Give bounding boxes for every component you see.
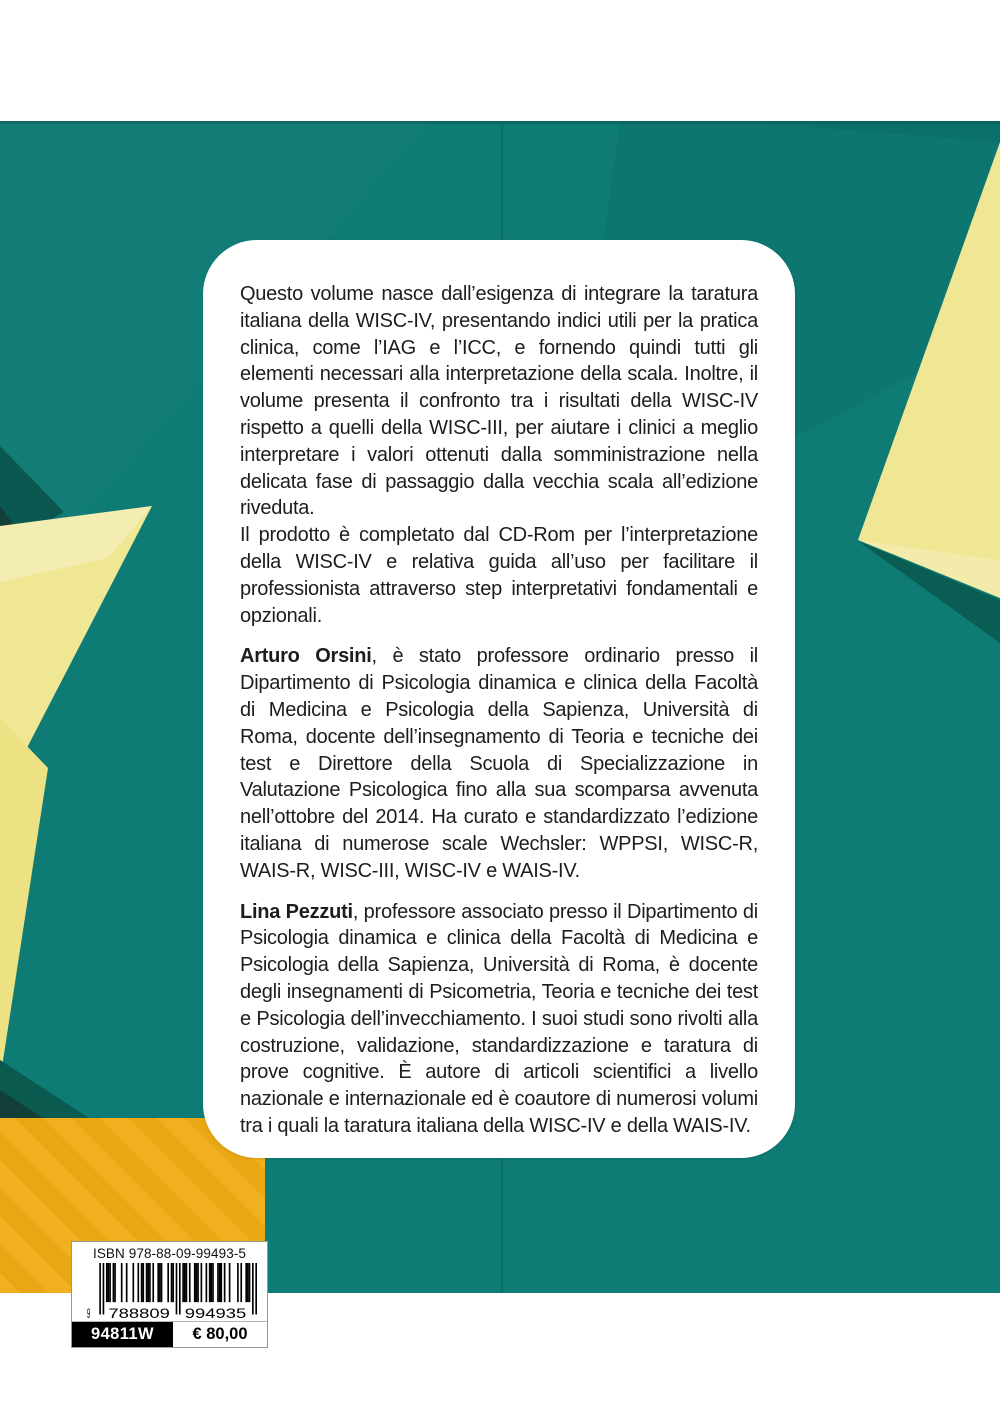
author-name: Lina Pezzuti [240, 900, 353, 923]
blurb-card [203, 240, 795, 1158]
label-bottom-row [72, 1321, 267, 1347]
author-bio-paragraph: Arturo Orsini, è stato professore ordinario presso il Dipartimento di Psicologia dinamica e clinica della Facoltà di Medicina e Psicologia della Sapienza, Università di Roma, docente dell’insegnamento di Teoria e tecniche dei test e Direttore della Scuola di Specializzazione in Valutazione Psicologica fino alla sua scomparsa avvenuta nell’ottobre del 2014. Ha curato e standardizzato l’edizione italiana di numerose scale Wechsler: WPPSI, WISC-R, WAIS-R, WISC-III, WISC-IV e WAIS-IV. [240, 645, 758, 882]
author-name: Arturo Orsini [240, 645, 372, 668]
barcode-digits: 9 [86, 1307, 91, 1321]
barcode-bars [86, 1263, 257, 1321]
blurb-paragraph: Questo volume nasce dall’esigenza di integrare la taratura italiana della WISC-IV, presentando indici utili per la pratica clinica, come l’IAG e l’ICC, e fornendo quindi tutti gli elementi necessari alla interpretazione della scala. Inoltre, il volume presenta il confronto tra i risultati della WISC-IV rispetto a quelli della WISC-III, per aiutare i clinici a meglio interpretare i valori ottenuti dalla somministrazione nella delicata fase di passaggio dalla vecchia scala all’edizione riveduta. [240, 283, 758, 520]
product-code: 94811W [72, 1322, 173, 1347]
barcode-digits: 994935 [184, 1307, 247, 1321]
barcode-digits: 788809 [108, 1307, 171, 1321]
ean-barcode [72, 1262, 267, 1321]
price: € 80,00 [192, 1325, 248, 1343]
blurb-text [240, 281, 758, 1140]
isbn-label [71, 1241, 268, 1348]
blurb-paragraph: Il prodotto è completato dal CD-Rom per l’interpretazione della WISC-IV e relativa guida all’uso per facilitare il professionista attraverso step interpretativi fondamentali e opzionali. [240, 524, 758, 627]
isbn-text: ISBN 978-88-09-99493-5 [92, 1246, 247, 1261]
author-bio-paragraph: Lina Pezzuti, professore associato presso il Dipartimento di Psicologia dinamica e clinica della Facoltà di Medicina e Psicologia della Sapienza, Università di Roma, è docente degli insegnamenti di Psicometria, Teoria e tecniche dei test e Psicologia dell’invecchiamento. I suoi studi sono rivolti alla costruzione, validazione, standardizzazione e taratura di prove cognitive. È autore di articoli scientifici a livello nazionale e internazionale ed è coautore di numerosi volumi tra i quali la taratura italiana della WISC-IV e della WAIS-IV. [240, 900, 758, 1137]
